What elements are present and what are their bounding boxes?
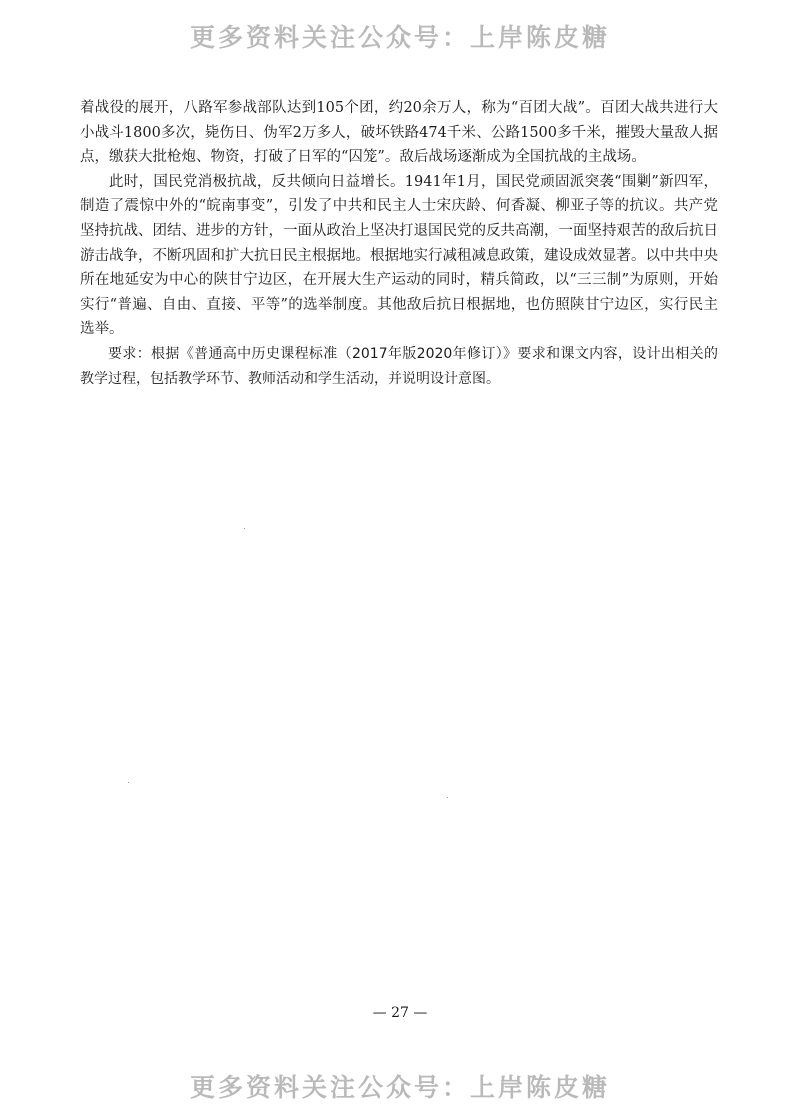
watermark-top: 更多资料关注公众号：上岸陈皮糖 <box>189 23 610 52</box>
paragraph-1: 着战役的展开，八路军参战部队达到105个团，约20余万人，称为“百团大战”。百团大战共进行大小战斗1800多次，毙伤日、伪军2万多人，破坏铁路474千米、公路1500多千米，摧毁大量敌人据点，缴获大批枪炮、物资，打破了日军的“囚笼”。敌后战场逐渐成为全国抗战的主战场。 <box>80 100 718 166</box>
document-body <box>80 96 718 391</box>
requirement-paragraph: 要求：根据《普通高中历史课程标准（2017年版2020年修订）》要求和课文内容，设计出相关的教学过程，包括教学环节、教师活动和学生活动，并说明设计意图。 <box>80 345 718 387</box>
scan-speck <box>447 797 448 798</box>
scan-speck <box>128 782 129 783</box>
page-number: — 27 — <box>372 1005 428 1021</box>
watermark-bottom: 更多资料关注公众号：上岸陈皮糖 <box>189 1073 610 1102</box>
paragraph-2: 此时，国民党消极抗战，反共倾向日益增长。1941年1月，国民党顽固派突袭“围剿”新四军，制造了震惊中外的“皖南事变”，引发了中共和民主人士宋庆龄、何香凝、柳亚子等的抗议。共产党坚持抗战、团结、进步的方针，一面从政治上坚决打退国民党的反共高潮，一面坚持艰苦的敌后抗日游击战争，不断巩固和扩大抗日民主根据地。根据地实行减租减息政策，建设成效显著。以中共中央所在地延安为中心的陕甘宁边区，在开展大生产运动的同时，精兵简政，以“三三制”为原则，开始实行“普遍、自由、直接、平等”的选举制度。其他敌后抗日根据地，也仿照陕甘宁边区，实行民主选举。 <box>80 173 718 338</box>
scan-speck <box>244 528 245 529</box>
